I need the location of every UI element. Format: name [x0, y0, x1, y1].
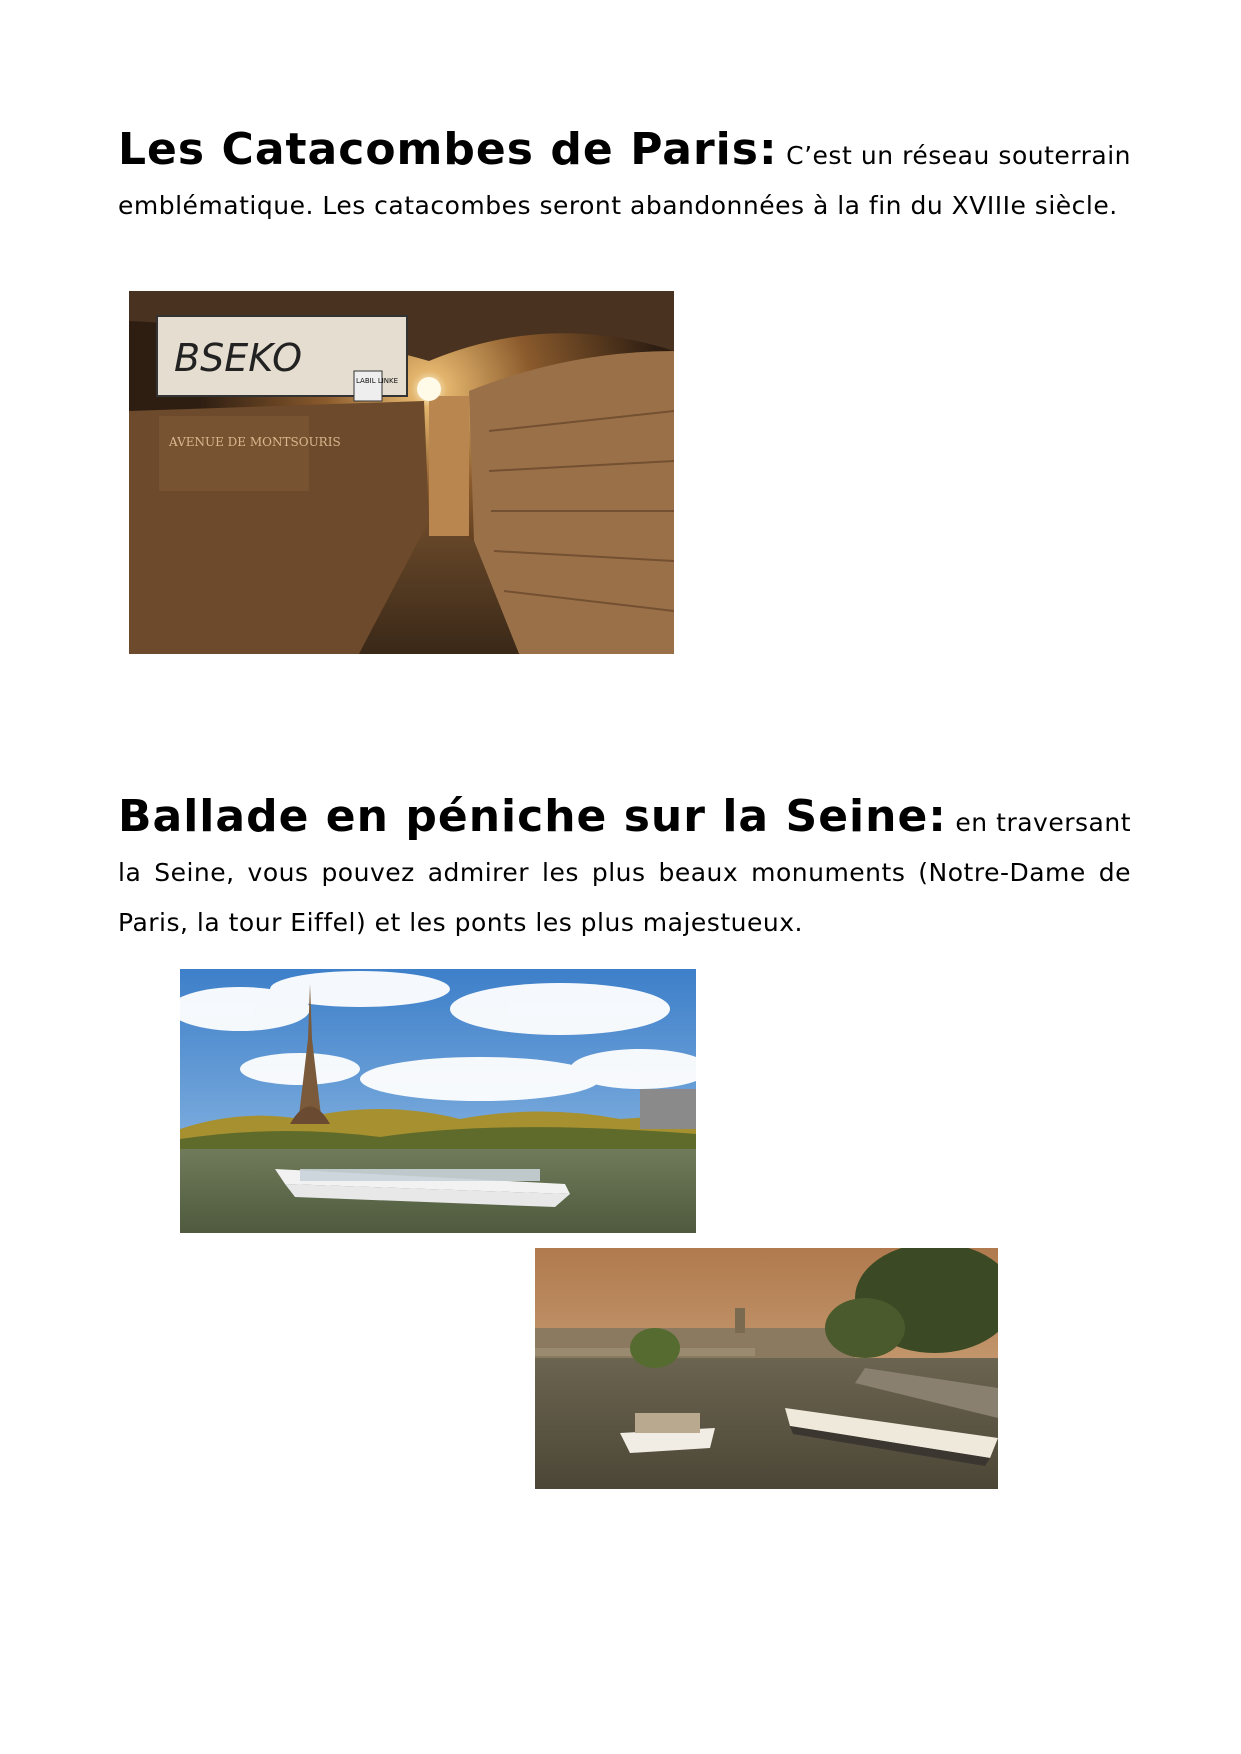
section-peniche [118, 792, 1131, 948]
section-heading: Les Catacombes de Paris: [118, 124, 778, 175]
graffiti-text: BSEKO [174, 336, 303, 380]
section-catacombes [118, 125, 1131, 231]
catacombs-photo [129, 291, 674, 654]
sticker-text: LABIL LINKE [356, 377, 399, 385]
section-heading: Ballade en péniche sur la Seine: [118, 791, 947, 842]
engraved-sign-text: AVENUE DE MONTSOURIS [169, 435, 341, 449]
eiffel-seine-photo [180, 969, 696, 1233]
section-text: C’est un réseau souterrain emblématique. Les catacombes seront abandonnées à la fin du XVIIIe siècle. [118, 141, 1132, 220]
seine-barges-photo [535, 1248, 998, 1489]
section-text: en traversant la Seine, vous pouvez admirer les plus beaux monuments (Notre-Dame de Paris, la tour Eiffel) et les ponts les plus majestueux. [118, 808, 1131, 937]
